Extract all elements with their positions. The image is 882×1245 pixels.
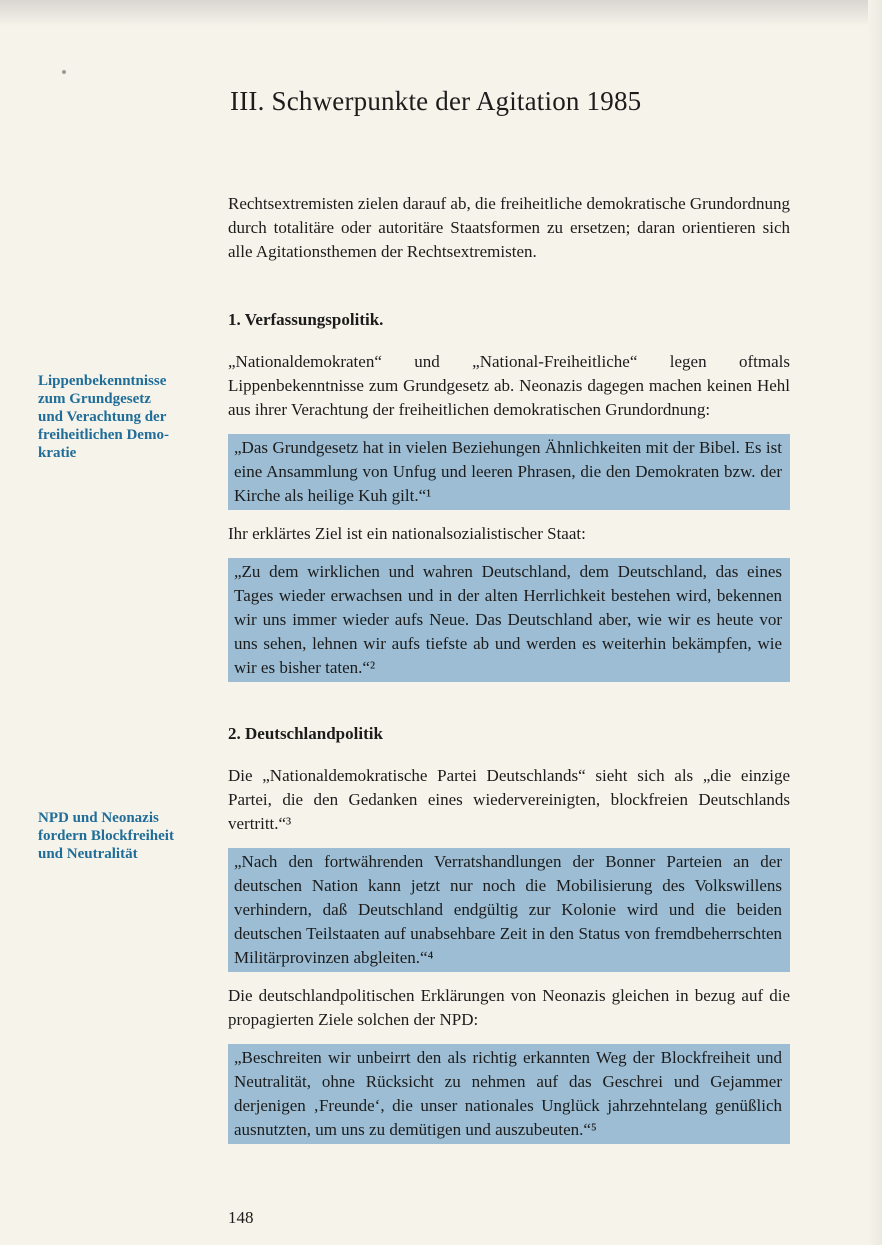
section2-quote1: „Nach den fortwährenden Verratshandlungen der Bonner Parteien an der deutschen Nation kann jetzt nur noch die Mobilisierung des Volkswillens verhindern, daß Deutschland endgültig zur Kolonie wird und die beiden deutschen Teilstaaten auf unabsehbare Zeit in den Status von fremdbeherrschten Militärprovinzen abgleiten.“⁴ — [228, 848, 790, 972]
section1-quote1: „Das Grundgesetz hat in vielen Beziehungen Ähnlichkeiten mit der Bibel. Es ist eine Ansammlung von Unfug und leeren Phrasen, die den Demokraten bzw. der Kirche als heilige Kuh gilt.“¹ — [228, 434, 790, 510]
margin-note-line: kratie — [38, 445, 77, 461]
margin-note-line: zum Grundgesetz — [38, 391, 151, 407]
page-number: 148 — [228, 1208, 254, 1227]
section2-paragraph1: Die „Nationaldemokratische Partei Deutschlands“ sieht sich als „die einzige Partei, die den Gedanken eines wiedervereinigten, blockfreien Deutschlands vertritt.“³ — [228, 766, 790, 833]
margin-note-deutschland — [38, 809, 210, 863]
section1-quote2: „Zu dem wirklichen und wahren Deutschland, dem Deutschland, das eines Tages wieder erwachsen und in der alten Herrlichkeit bestehen wird, bekennen wir uns immer wieder aufs Neue. Das Deutschland aber, wie wir es heute vor uns sehen, lehnen wir aufs tiefste ab und werden es weiterhin bekämpfen, wie wir es bisher taten.“² — [228, 558, 790, 682]
intro-paragraph: Rechtsextremisten zielen darauf ab, die freiheitliche demokratische Grundordnung durch totalitäre oder autoritäre Staatsformen zu ersetzen; daran orientieren sich alle Agitationsthemen der Rechtsextremisten. — [228, 194, 790, 261]
page-top-shadow — [0, 0, 882, 26]
section1-paragraph2: Ihr erklärtes Ziel ist ein nationalsozialistischer Staat: — [228, 524, 586, 543]
margin-note-line: und Neutralität — [38, 846, 138, 862]
margin-note-verfassung — [38, 372, 210, 462]
margin-note-line: und Verachtung der — [38, 409, 167, 425]
margin-note-line: Lippenbekenntnisse — [38, 373, 167, 389]
section-heading-verfassung: 1. Verfassungspolitik. — [228, 310, 384, 329]
margin-note-line: NPD und Neonazis — [38, 810, 159, 826]
chapter-title: III. Schwerpunkte der Agitation 1985 — [230, 86, 642, 116]
section1-paragraph1: „Nationaldemokraten“ und „National-Freiheitliche“ legen oftmals Lippenbekenntnisse zum Grundgesetz ab. Neonazis dagegen machen keinen Hehl aus ihrer Verachtung der freiheitlichen demokratischen Grundordnung: — [228, 352, 790, 419]
paper-speck — [62, 70, 66, 74]
section-heading-deutschland: 2. Deutschlandpolitik — [228, 724, 383, 743]
margin-note-line: freiheitlichen Demo- — [38, 427, 169, 443]
section2-paragraph2: Die deutschlandpolitischen Erklärungen von Neonazis gleichen in bezug auf die propagierten Ziele solchen der NPD: — [228, 986, 790, 1029]
main-column — [228, 192, 790, 1144]
margin-note-line: fordern Blockfreiheit — [38, 828, 174, 844]
page-right-edge — [868, 0, 882, 1245]
section2-quote2: „Beschreiten wir unbeirrt den als richtig erkannten Weg der Blockfreiheit und Neutralität, ohne Rücksicht zu nehmen auf das Geschrei und Gejammer derjenigen ‚Freunde‘, die unser nationales Unglück jahrzehntelang genüßlich ausnutzten, um uns zu demütigen und auszubeuten.“⁵ — [228, 1044, 790, 1144]
